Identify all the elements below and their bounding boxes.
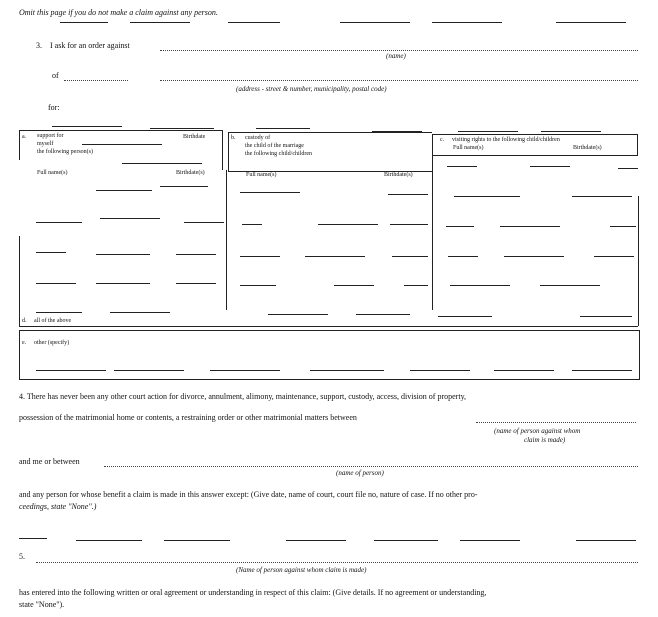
and-any-line2: ceedings, state "None".) [19, 502, 97, 511]
item4-line1: 4. There has never been any other court action for divorce, annulment, alimony, maintenance, support, custody, access, division of property, [19, 392, 467, 401]
name-field[interactable] [160, 50, 638, 51]
item4-caption2: claim is made) [524, 436, 566, 444]
item3-number: 3. [36, 41, 42, 50]
item5-name-field[interactable] [36, 562, 638, 563]
proceedings-field[interactable] [164, 540, 230, 541]
box-c-letter: c. [440, 137, 445, 143]
child-row-line[interactable] [504, 256, 564, 257]
box-a-field[interactable] [122, 163, 202, 164]
box-e-field[interactable] [494, 370, 554, 371]
child-row-line[interactable] [96, 190, 152, 191]
box-b-fullname: Full name(s) [246, 172, 277, 178]
child-row-line[interactable] [36, 252, 66, 253]
box-e-field[interactable] [310, 370, 384, 371]
rule [541, 131, 601, 132]
child-row-line[interactable] [404, 285, 428, 286]
box-c-line1: visiting rights to the following child/children [452, 137, 560, 143]
child-row-line[interactable] [390, 224, 428, 225]
child-row-line[interactable] [176, 283, 216, 284]
rule [458, 131, 518, 132]
of-label: of [52, 71, 59, 80]
box-a-top [19, 130, 222, 131]
proceedings-field[interactable] [76, 540, 142, 541]
header-rule [340, 22, 410, 23]
item4-caption1: (name of person against whom [494, 427, 581, 435]
box-a-line1: support for [37, 133, 64, 139]
box-e-field[interactable] [210, 370, 280, 371]
omit-note: Omit this page if you do not make a claim against any person. [19, 8, 218, 17]
child-row-line[interactable] [96, 254, 150, 255]
box-d-letter: d. [22, 318, 27, 324]
box-b-birthdate: Birthdate(s) [384, 172, 413, 178]
child-row-line[interactable] [36, 222, 82, 223]
child-row-line[interactable] [447, 166, 477, 167]
box-a-birthdate: Birthdate [183, 134, 206, 140]
box-c-fullname: Full name(s) [453, 145, 484, 151]
item3-text: I ask for an order against [50, 41, 130, 50]
proceedings-field[interactable] [576, 540, 636, 541]
box-e-field[interactable] [410, 370, 470, 371]
and-me-field[interactable] [104, 466, 638, 467]
item4-name-field[interactable] [476, 422, 636, 423]
box-b-letter: b. [231, 135, 236, 141]
header-rule [130, 22, 190, 23]
box-a-line2: myself [37, 141, 54, 147]
child-row-line[interactable] [590, 155, 616, 156]
child-row-line[interactable] [96, 283, 150, 284]
frame-divider [226, 170, 227, 310]
rule [52, 126, 122, 127]
item4-line2: possession of the matrimonial home or contents, a restraining order or other matrimonial matters between [19, 413, 357, 422]
child-row-line[interactable] [318, 224, 378, 225]
child-row-line[interactable] [610, 226, 636, 227]
address-field[interactable] [160, 80, 638, 81]
box-c-birthdate: Birthdate(s) [573, 145, 602, 151]
header-rule [432, 22, 502, 23]
box-a-line3: the following person(s) [37, 149, 93, 155]
box-e-field[interactable] [114, 370, 184, 371]
box-e-letter: e. [22, 340, 27, 346]
address-caption: (address - street & number, municipality, postal code) [236, 85, 387, 93]
item5-line1: has entered into the following written or oral agreement or understanding in respect of this claim: (Give details. If no agreement or understanding, [19, 588, 487, 597]
box-a-letter: a. [22, 134, 27, 140]
frame-right [638, 196, 639, 326]
box-a-border [222, 130, 223, 170]
child-row-line[interactable] [305, 256, 365, 257]
child-row-line[interactable] [240, 256, 280, 257]
box-b-line1: custody of [245, 135, 271, 141]
item5-number: 5. [19, 552, 25, 561]
child-row-line[interactable] [110, 312, 170, 313]
item5-line2: state "None"). [19, 600, 65, 609]
child-row-line[interactable] [100, 218, 160, 219]
frame-divider [432, 150, 433, 310]
child-row-line[interactable] [540, 285, 600, 286]
child-row-line[interactable] [438, 316, 492, 317]
child-row-line[interactable] [36, 283, 76, 284]
proceedings-field[interactable] [374, 540, 438, 541]
child-row-line[interactable] [392, 256, 428, 257]
frame-bottom [19, 326, 638, 327]
proceedings-field[interactable] [19, 538, 47, 539]
box-a-field[interactable] [82, 144, 162, 145]
proceedings-field[interactable] [460, 540, 520, 541]
child-row-line[interactable] [356, 314, 410, 315]
child-row-line[interactable] [450, 285, 510, 286]
frame-left [19, 236, 20, 326]
child-row-line[interactable] [454, 196, 520, 197]
child-row-line[interactable] [334, 285, 374, 286]
rule [150, 128, 214, 129]
box-d-text: all of the above [34, 318, 72, 324]
child-row-line[interactable] [268, 314, 328, 315]
box-b-line3: the following child/children [245, 151, 312, 157]
box-a-fullname: Full name(s) [37, 170, 68, 176]
header-rule [60, 22, 108, 23]
child-row-line[interactable] [240, 192, 300, 193]
child-row-line[interactable] [240, 285, 276, 286]
child-row-line[interactable] [388, 194, 428, 195]
child-row-line[interactable] [176, 254, 216, 255]
child-row-line[interactable] [618, 168, 638, 169]
of-field-short[interactable] [64, 80, 128, 81]
child-row-line[interactable] [580, 316, 632, 317]
header-rule [556, 22, 626, 23]
child-row-line[interactable] [594, 256, 634, 257]
proceedings-field[interactable] [286, 540, 346, 541]
rule [256, 128, 310, 129]
child-row-line[interactable] [446, 226, 474, 227]
child-row-line[interactable] [242, 224, 262, 225]
child-row-line[interactable] [572, 196, 632, 197]
box-a-birthdate2: Birthdate(s) [176, 170, 205, 176]
box-e-field[interactable] [36, 370, 106, 371]
box-a-border [19, 130, 20, 160]
box-e-field[interactable] [572, 370, 632, 371]
child-row-line[interactable] [448, 256, 478, 257]
box-b-line2: the child of the marriage [245, 143, 304, 149]
box-e [19, 330, 640, 380]
child-row-line[interactable] [160, 186, 208, 187]
name-caption: (name) [386, 52, 406, 60]
and-any-line1: and any person for whose benefit a claim is made in this answer except: (Give date, name of court, court file no, nature of case. If no other pro- [19, 490, 478, 499]
child-row-line[interactable] [184, 222, 224, 223]
item5-caption: (Name of person against whom claim is made) [236, 566, 367, 574]
box-e-text: other (specify) [34, 340, 70, 346]
child-row-line[interactable] [500, 226, 560, 227]
header-rule [228, 22, 280, 23]
and-me-label: and me or between [19, 457, 80, 466]
name-person-caption: (name of person) [336, 469, 384, 477]
child-row-line[interactable] [36, 312, 82, 313]
for-label: for: [48, 103, 60, 112]
child-row-line[interactable] [530, 166, 570, 167]
